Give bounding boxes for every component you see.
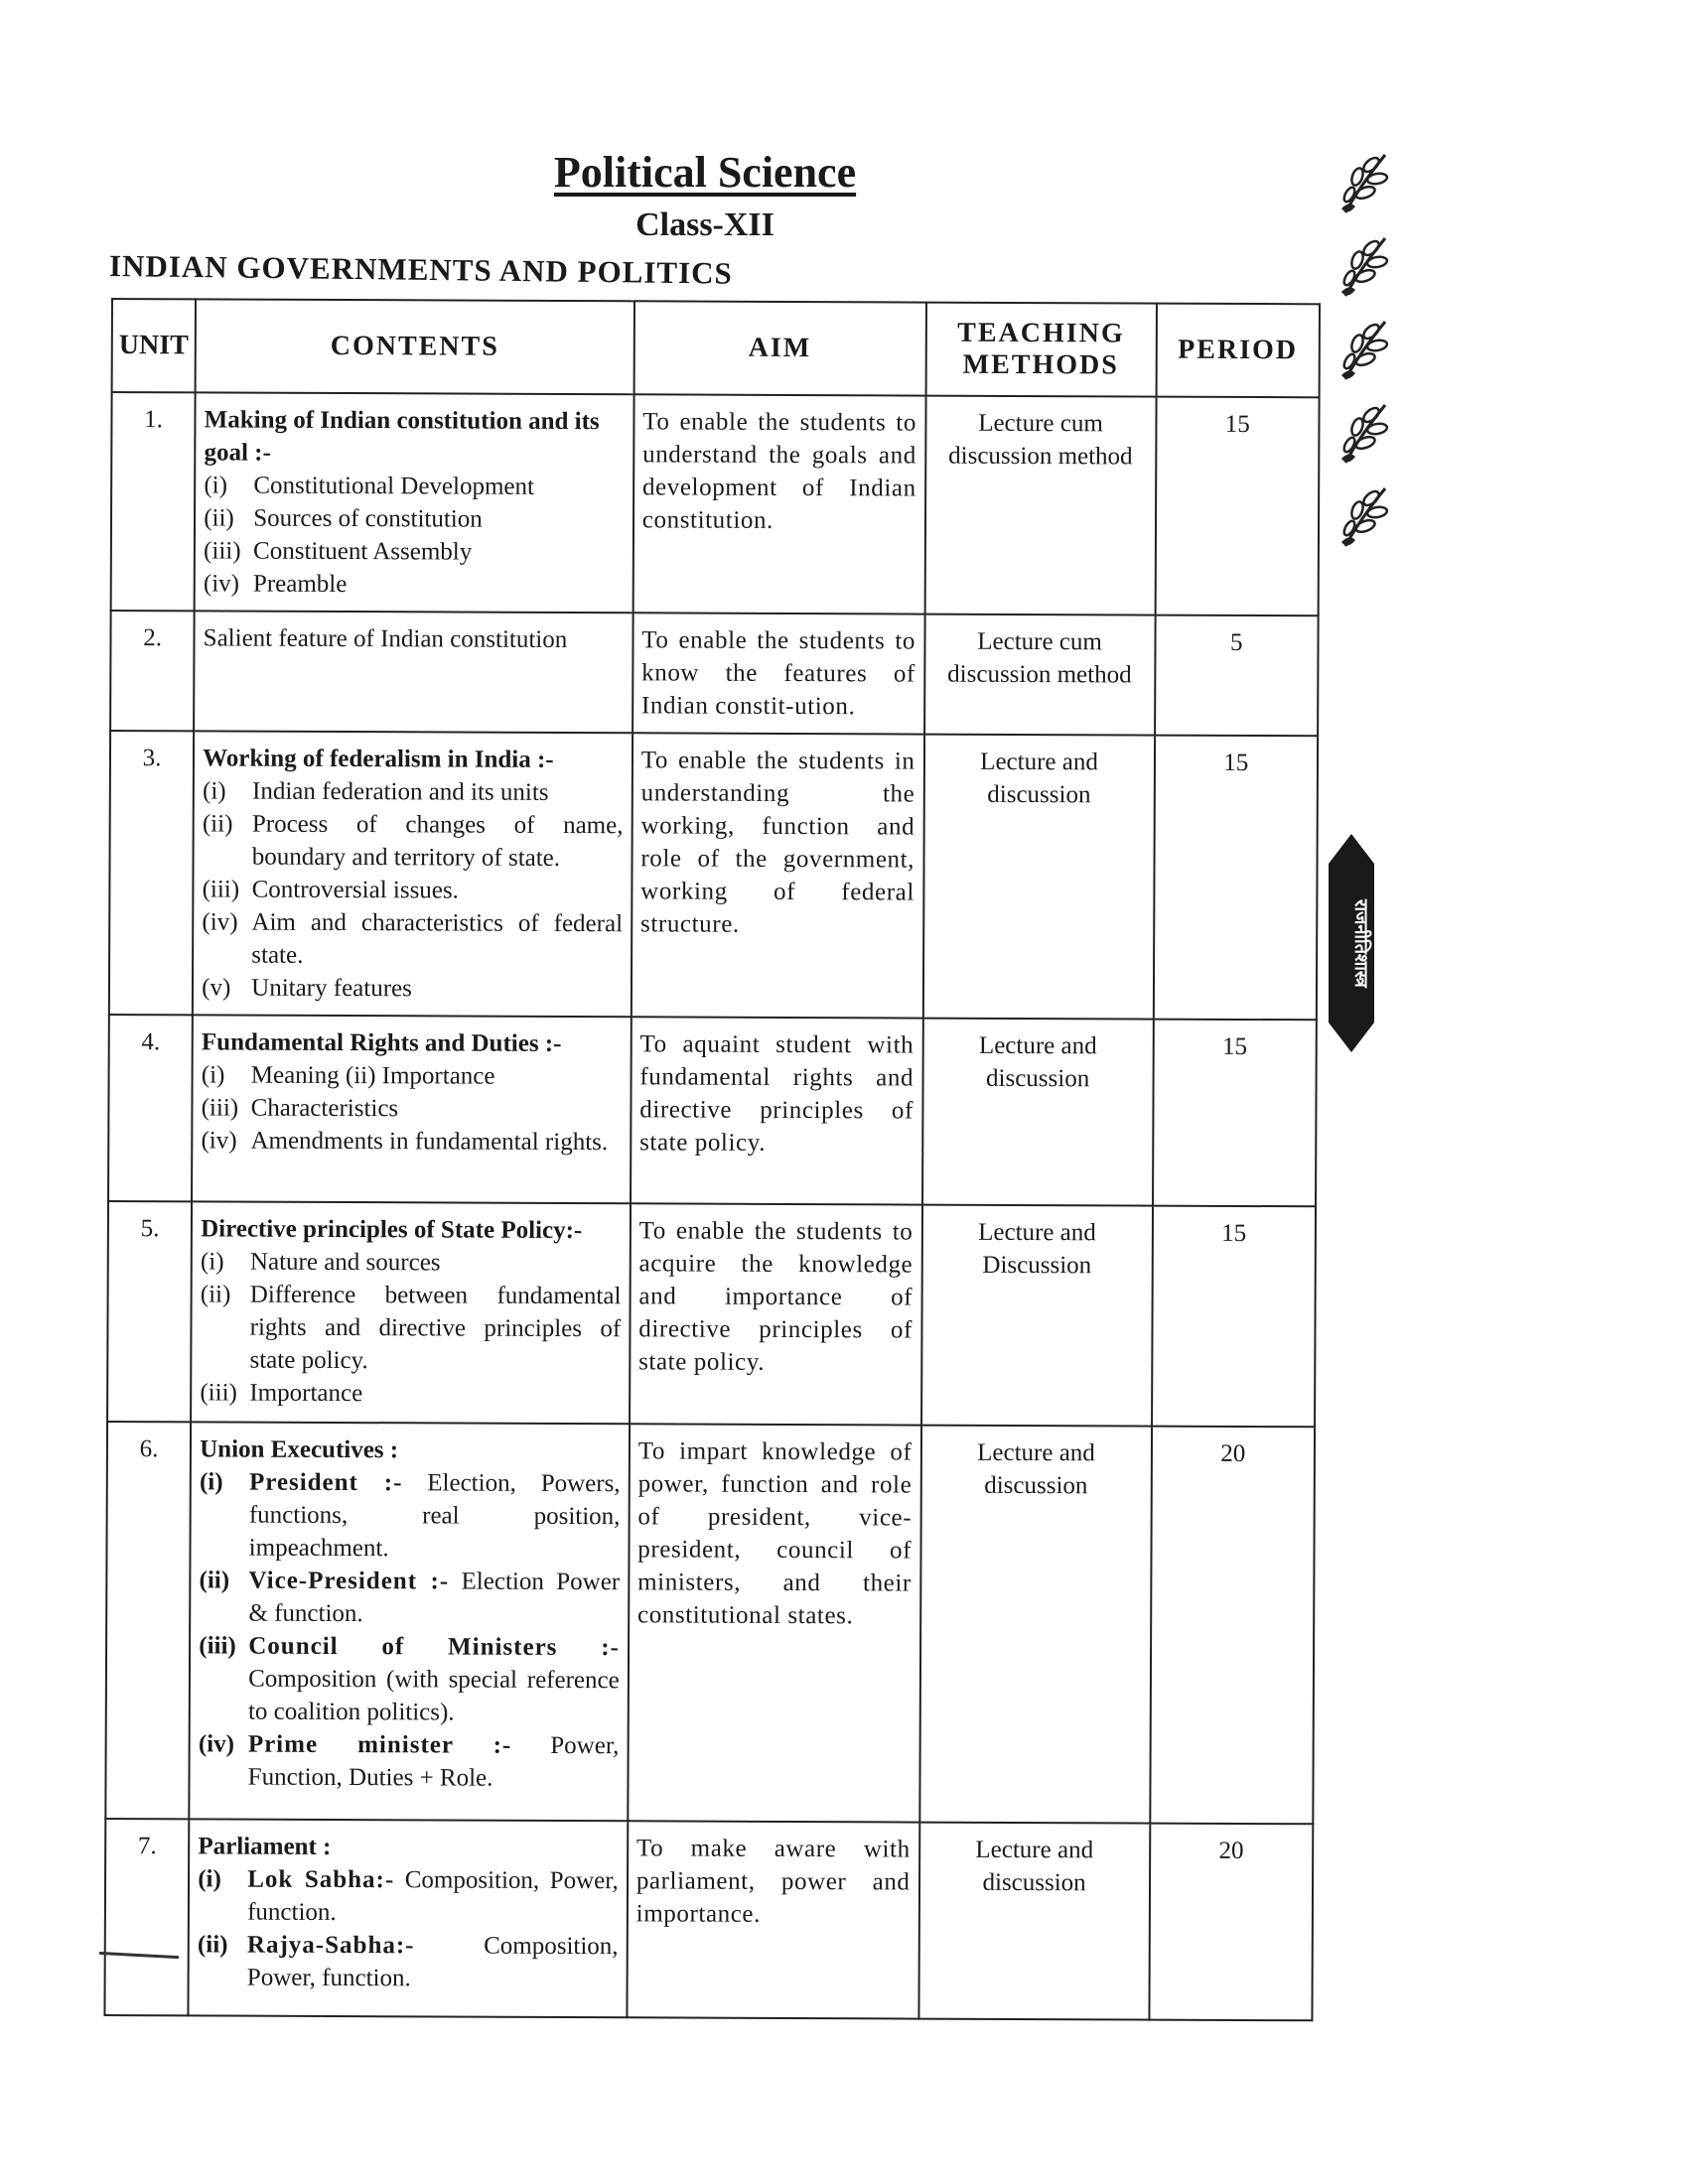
subtopic-numeral: (i)	[202, 777, 226, 805]
unit-contents	[194, 611, 633, 733]
table-row	[110, 611, 1319, 736]
plant-sprig-icon	[1337, 397, 1395, 469]
subtopic-numeral: (iv)	[202, 908, 238, 936]
subtopic-body	[252, 808, 624, 876]
unit-contents	[190, 1422, 630, 1821]
subtopic-item	[204, 501, 625, 536]
unit-number: 6.	[105, 1422, 191, 1819]
subtopic-text: Sources of constitution	[253, 504, 483, 533]
teaching-method: Lecture cum discussion method	[924, 614, 1156, 736]
subtopic-text: Characteristics	[250, 1094, 399, 1123]
subtopic-list	[204, 469, 625, 602]
subtopic-text: Meaning (ii) Importance	[250, 1061, 495, 1090]
column-header-period: PERIOD	[1156, 304, 1320, 398]
table-body	[104, 392, 1319, 2020]
subtopic-item	[203, 807, 624, 875]
plant-sprig-icon	[1337, 314, 1395, 385]
subtopic-numeral: (i)	[198, 1865, 221, 1893]
period-count: 15	[1153, 736, 1318, 1021]
subtopic-numeral: (ii)	[202, 810, 233, 838]
subtopic-numeral: (iii)	[199, 1632, 236, 1660]
unit-contents	[189, 1819, 628, 2017]
unit-topic: Fundamental Rights and Duties :-	[201, 1028, 562, 1057]
unit-number: 4.	[108, 1015, 193, 1201]
subtopic-text: Constituent Assembly	[253, 537, 473, 566]
subtopic-text: Indian federation and its units	[251, 777, 549, 806]
unit-topic: Working of federalism in India :-	[203, 745, 554, 773]
subtopic-item	[202, 905, 623, 973]
subtopic-list	[198, 1862, 619, 1995]
subtopic-body	[251, 1059, 623, 1094]
unit-aim: To make aware with parliament, power and importance.	[627, 1821, 919, 2018]
subtopic-item	[200, 1376, 621, 1411]
subtopic-text: Composition, Power, function.	[247, 1866, 619, 1927]
unit-number: 3.	[109, 731, 194, 1015]
subtopic-item	[204, 534, 625, 569]
unit-topic: Directive principles of State Policy:-	[201, 1215, 583, 1245]
subtopic-text: Constitutional Development	[253, 472, 535, 500]
unit-topic: Making of Indian constitution and its goal :-	[204, 406, 600, 467]
plant-sprig-icon	[1337, 230, 1395, 302]
period-count: 15	[1153, 1020, 1317, 1207]
subtopic-item	[198, 1928, 619, 1995]
subtopic-text: Composition, Power, function.	[246, 1932, 619, 1992]
unit-topic: Union Executives :	[200, 1435, 399, 1464]
subtopic-item	[201, 1124, 622, 1159]
subtopic-text: Nature and sources	[249, 1248, 441, 1277]
unit-number: 5.	[107, 1201, 192, 1422]
subtopic-text: Unitary features	[251, 974, 412, 1003]
subtopic-text: Composition (with special reference to coalition politics).	[247, 1665, 620, 1726]
subtopic-item	[199, 1629, 620, 1729]
subtopic-list	[202, 774, 624, 1006]
subtopic-lead: Lok Sabha:-	[247, 1865, 395, 1894]
table-header-row	[112, 299, 1320, 397]
subtopic-numeral: (ii)	[204, 504, 234, 532]
subtopic-numeral: (i)	[204, 472, 228, 499]
subtopic-numeral: (iv)	[203, 570, 240, 598]
subtopic-item	[203, 873, 624, 907]
subtopic-item	[202, 971, 623, 1006]
subtopic-text: Importance	[249, 1379, 363, 1408]
subtopic-body	[248, 1630, 620, 1730]
subtopic-lead: Council of Ministers :-	[248, 1632, 620, 1662]
unit-number: 7.	[104, 1819, 189, 2015]
subtopic-list	[201, 1058, 622, 1159]
subtopic-lead: Prime minister :-	[247, 1730, 512, 1759]
teaching-method: Lecture cum discussion method	[924, 396, 1156, 615]
subtopic-item	[204, 469, 625, 503]
column-header-unit: UNIT	[112, 299, 197, 392]
period-count: 20	[1149, 1824, 1313, 2021]
unit-aim: To enable the students to acquire the knowledge and importance of directive principles of state policy.	[630, 1203, 922, 1425]
subtopic-numeral: (iii)	[200, 1379, 237, 1407]
period-count: 15	[1152, 1206, 1316, 1428]
subtopic-body	[252, 775, 624, 810]
subtopic-text: Difference between fundamental rights and directive principles of state policy.	[249, 1281, 622, 1375]
teaching-method: Lecture and discussion	[922, 735, 1154, 1020]
subtopic-text: Election Power & function.	[248, 1568, 621, 1628]
subtopic-numeral: (v)	[202, 974, 231, 1002]
table-row	[105, 1422, 1315, 1824]
unit-aim: To impart knowledge of power, function and role of president, vice-president, council of ministers, and their constitutional states.	[628, 1424, 920, 1822]
unit-aim: To enable the students to know the features of Indian constit-ution.	[633, 613, 924, 734]
unit-aim: To enable the students in understanding the working, function and role of the government, working of federal structure.	[632, 733, 924, 1018]
subtopic-body	[249, 1377, 621, 1412]
subtopic-body	[251, 906, 623, 974]
unit-aim: To aquaint student with fundamental rights and directive principles of state policy.	[631, 1017, 923, 1204]
subtopic-lead: Vice-President :-	[248, 1567, 450, 1595]
subtopic-body	[253, 470, 625, 504]
syllabus-table	[103, 298, 1321, 2021]
unit-aim: To enable the students to understand the goals and development of Indian constitution.	[633, 394, 925, 614]
subtopic-numeral: (i)	[200, 1248, 224, 1276]
subtopic-numeral: (iii)	[202, 876, 240, 903]
subtopic-item	[200, 1278, 621, 1378]
subtopic-item	[202, 1058, 623, 1093]
subtopic-body	[247, 1929, 619, 1996]
teaching-method: Lecture and discussion	[922, 1019, 1154, 1206]
subtopic-list	[199, 1465, 621, 1795]
period-count: 20	[1150, 1427, 1315, 1825]
table-row	[107, 1201, 1316, 1427]
table-row	[104, 1819, 1313, 2020]
subtopic-text: Controversial issues.	[251, 876, 459, 904]
subtopic-lead: President :-	[248, 1468, 403, 1497]
column-header-teaching-methods: TEACHING METHODS	[925, 303, 1157, 397]
unit-number: 2.	[110, 611, 195, 731]
subtopic-body	[250, 1125, 622, 1160]
period-count: 5	[1155, 615, 1319, 737]
subtopic-item	[203, 774, 624, 809]
subtopic-numeral: (i)	[199, 1468, 223, 1496]
plant-sprig-icon	[1337, 147, 1395, 218]
subtopic-text: Election, Powers, functions, real position, impeachment.	[248, 1469, 621, 1563]
subtopic-numeral: (ii)	[199, 1567, 230, 1594]
subtopic-numeral: (i)	[201, 1061, 225, 1089]
unit-contents	[192, 1015, 631, 1203]
subtopic-text: Power, Function, Duties + Role.	[247, 1731, 620, 1792]
subtopic-body	[253, 502, 625, 537]
subtopic-text: Amendments in fundamental rights.	[250, 1127, 609, 1157]
subtopic-list	[200, 1245, 621, 1411]
subtopic-text: Preamble	[252, 570, 348, 599]
subtopic-body	[253, 568, 625, 603]
section-heading: INDIAN GOVERNMENTS AND POLITICS	[108, 248, 734, 291]
subtopic-numeral: (iv)	[201, 1127, 237, 1155]
unit-number: 1.	[111, 392, 196, 611]
teaching-method: Lecture and discussion	[918, 1823, 1150, 2020]
table-row	[108, 1015, 1317, 1206]
unit-contents	[193, 731, 633, 1017]
unit-contents	[195, 392, 634, 613]
period-count: 15	[1155, 397, 1319, 616]
table-row	[111, 392, 1320, 615]
subtopic-numeral: (ii)	[197, 1931, 228, 1959]
subtopic-body	[253, 535, 625, 570]
subtopic-item	[199, 1564, 620, 1631]
subtopic-item	[198, 1862, 619, 1930]
plant-sprig-icon	[1337, 480, 1395, 552]
subtopic-text: Process of changes of name, boundary and territory of state.	[251, 810, 624, 872]
subtopic-item	[202, 1091, 623, 1126]
subtopic-body	[249, 1466, 621, 1567]
subtopic-item	[204, 567, 625, 602]
subtopic-item	[200, 1465, 621, 1566]
column-header-aim: AIM	[633, 301, 925, 395]
subtopic-body	[247, 1863, 619, 1931]
teaching-method: Lecture and discussion	[919, 1426, 1152, 1824]
subtopic-body	[248, 1565, 620, 1632]
subtopic-body	[249, 1279, 621, 1379]
subtopic-numeral: (iv)	[198, 1730, 235, 1758]
subtopic-numeral: (iii)	[204, 537, 241, 565]
subtopic-body	[248, 1728, 620, 1796]
subtopic-numeral: (iii)	[201, 1094, 239, 1122]
teaching-method: Lecture and Discussion	[921, 1205, 1153, 1427]
subtopic-body	[250, 1246, 622, 1281]
subtopic-numeral: (ii)	[200, 1281, 231, 1308]
subtopic-text: Aim and characteristics of federal state.	[251, 908, 624, 969]
column-header-contents: CONTENTS	[196, 299, 634, 394]
page-title: Political Science	[553, 148, 857, 197]
unit-topic: Parliament :	[198, 1833, 332, 1860]
subtopic-lead: Rajya-Sabha:-	[246, 1931, 415, 1960]
subtopic-body	[251, 972, 623, 1007]
page-subtitle: Class-XII	[635, 206, 774, 243]
unit-contents	[191, 1201, 631, 1424]
side-tab-label: राजनीतिशास्त्र	[1350, 898, 1371, 988]
subtopic-item	[199, 1727, 620, 1795]
subtopic-body	[252, 874, 624, 908]
table-row	[109, 731, 1318, 1020]
subtopic-item	[201, 1245, 622, 1280]
unit-topic: Salient feature of Indian constitution	[203, 624, 568, 654]
subtopic-body	[251, 1092, 623, 1127]
